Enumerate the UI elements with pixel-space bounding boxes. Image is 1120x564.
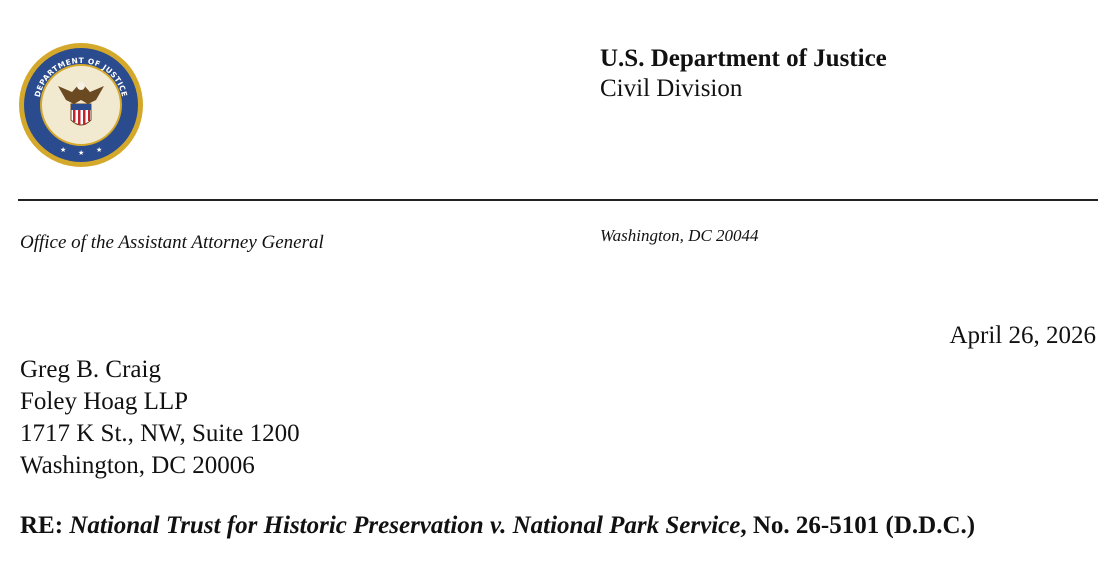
letter-date: April 26, 2026 — [949, 322, 1096, 349]
division-name: Civil Division — [600, 75, 743, 102]
svg-text:DEPARTMENT OF JUSTICE: DEPARTMENT OF JUSTICE — [32, 55, 130, 99]
recipient-city: Washington, DC 20006 — [20, 452, 255, 479]
office-name: Office of the Assistant Attorney General — [20, 232, 324, 253]
svg-text:★: ★ — [78, 149, 85, 157]
recipient-address — [20, 354, 300, 482]
header-divider — [18, 199, 1098, 201]
office-city: Washington, DC 20044 — [600, 226, 759, 245]
case-name: National Trust for Historic Preservation v. National Park Service — [69, 512, 741, 539]
recipient-firm: Foley Hoag LLP — [20, 388, 189, 415]
recipient-street: 1717 K St., NW, Suite 1200 — [20, 420, 300, 447]
docket-number: , No. 26-5101 (D.D.C.) — [740, 512, 976, 539]
svg-text:★: ★ — [60, 146, 67, 154]
agency-header — [600, 44, 887, 104]
re-line — [20, 512, 975, 540]
recipient-name: Greg B. Craig — [20, 356, 161, 383]
svg-text:★: ★ — [96, 146, 103, 154]
doj-seal-icon — [18, 42, 144, 168]
department-name: U.S. Department of Justice — [600, 45, 887, 72]
re-prefix: RE: — [20, 512, 64, 539]
